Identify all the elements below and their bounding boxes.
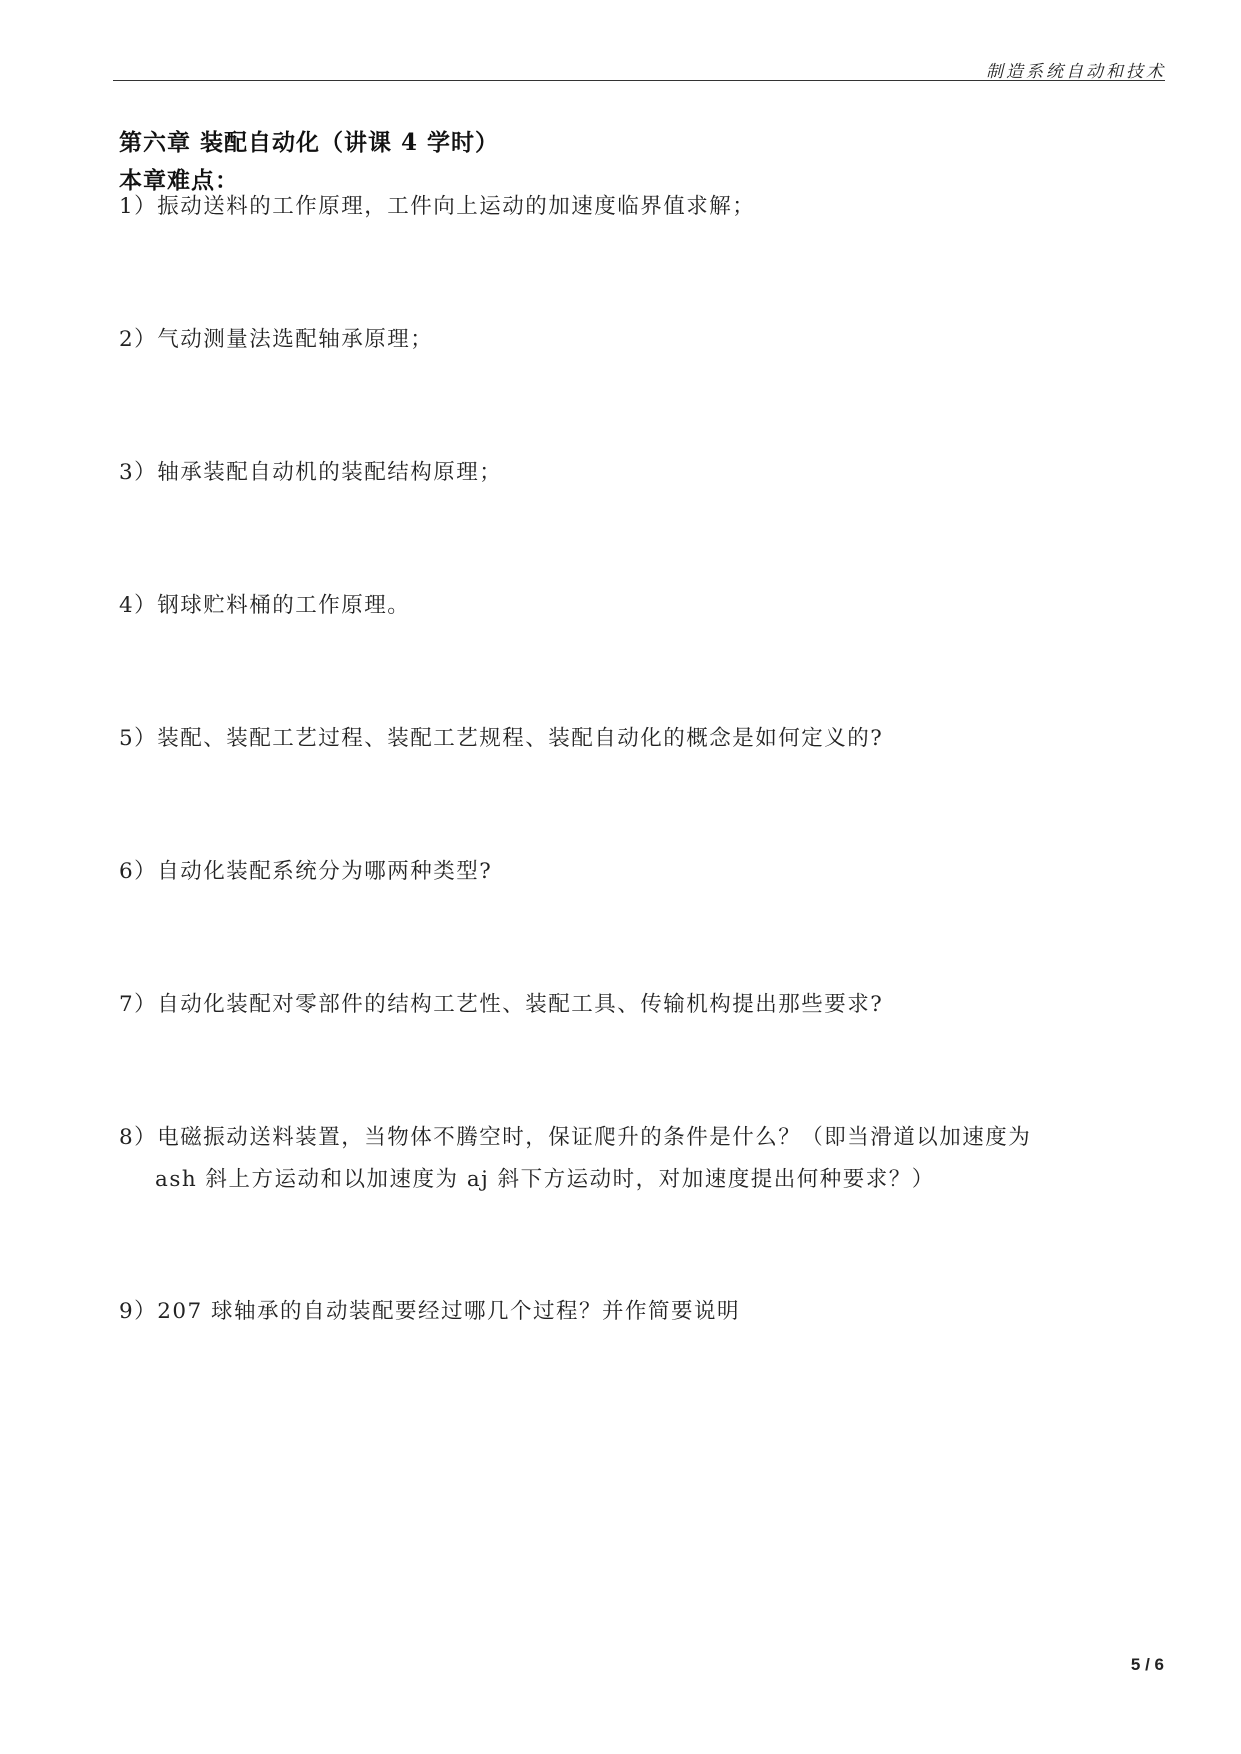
- question-text: 轴承装配自动机的装配结构原理；: [157, 460, 503, 485]
- question-text: 钢球贮料桶的工作原理。: [157, 593, 411, 618]
- question-number: 6）: [119, 859, 158, 884]
- question-number: 4）: [119, 593, 158, 618]
- question-number: 3）: [119, 460, 158, 485]
- question-number: 7）: [119, 992, 158, 1017]
- difficulty-label: 本章难点：: [119, 167, 239, 194]
- question-item-7: [119, 984, 1119, 1026]
- question-number: 9）: [119, 1299, 158, 1324]
- question-text: 装配、装配工艺过程、装配工艺规程、装配自动化的概念是如何定义的?: [157, 726, 884, 751]
- page-number: 5 / 6: [1130, 1655, 1164, 1674]
- question-item-9: [119, 1291, 1119, 1333]
- question-text: 振动送料的工作原理，工件向上运动的加速度临界值求解；: [157, 194, 756, 219]
- question-text: 207 球轴承的自动装配要经过哪几个过程？并作简要说明: [157, 1299, 741, 1324]
- question-text: 自动化装配系统分为哪两种类型?: [157, 859, 493, 884]
- question-text-continuation: ash 斜上方运动和以加速度为 aj 斜下方运动时，对加速度提出何种要求？）: [155, 1167, 935, 1192]
- question-item-2: [119, 319, 1119, 361]
- header-title: 制造系统自动和技术: [986, 62, 1166, 82]
- question-item-4: [119, 585, 1119, 627]
- question-item-6: [119, 851, 1119, 893]
- question-number: 8）: [119, 1125, 158, 1150]
- question-item-3: [119, 452, 1119, 494]
- question-item-5: [119, 718, 1119, 760]
- question-item-8: [119, 1117, 1119, 1201]
- question-text: 电磁振动送料装置，当物体不腾空时，保证爬升的条件是什么？（即当滑道以加速度为: [157, 1125, 1032, 1150]
- question-number: 1）: [119, 194, 158, 219]
- question-text: 自动化装配对零部件的结构工艺性、装配工具、传输机构提出那些要求?: [157, 992, 884, 1017]
- chapter-title: 第六章 装配自动化（讲课 4 学时）: [119, 129, 500, 156]
- question-number: 2）: [119, 327, 158, 352]
- question-item-1: [119, 186, 1119, 228]
- header-rule: [113, 80, 1165, 81]
- question-number: 5）: [119, 726, 158, 751]
- question-text: 气动测量法选配轴承原理；: [157, 327, 434, 352]
